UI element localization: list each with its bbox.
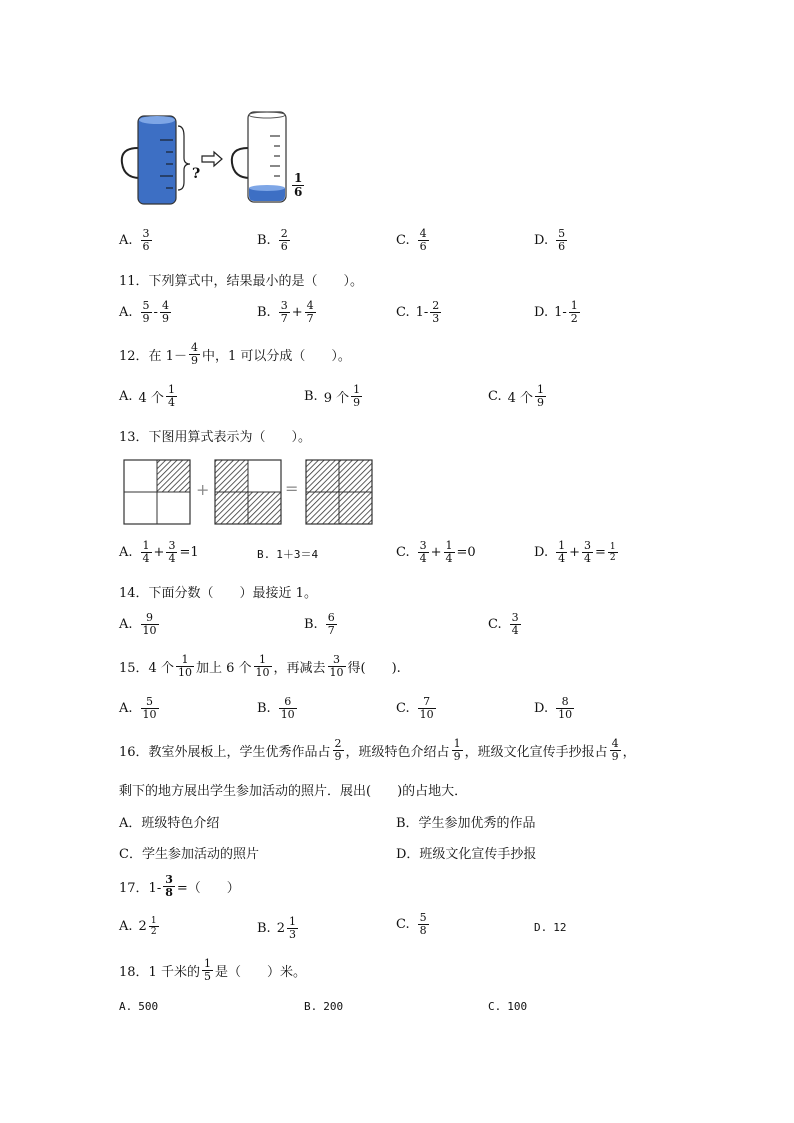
q16-option-a[interactable]: A．班级特色介绍 [119,816,220,831]
q13-option-a[interactable]: A. $\frac{1}{4}$ + $\frac{3}{4}$ =1 [119,539,199,565]
q18-option-c[interactable]: C. 100 [488,1000,528,1013]
q12-stem: 12．在 1－ $\frac{4}{9}$ 中，1 可以分成（ ）。 [119,341,351,367]
q12-option-c[interactable]: C. 4 个 $\frac{1}{9}$ [488,383,545,409]
q14-stem: 14．下面分数（ ）最接近 1。 [119,586,317,601]
q17-option-d[interactable]: D. 12 [534,921,567,934]
q13-figure [122,458,374,526]
q15-option-b[interactable]: B. $\frac{6}{10}$ [257,695,295,721]
q14-option-b[interactable]: B. $\frac{6}{7}$ [304,611,335,637]
q18-option-b[interactable]: B. 200 [304,1000,344,1013]
grid-squares-illustration [122,458,374,526]
q11-option-a[interactable]: A. $\frac{5}{9}$ - $\frac{4}{9}$ [119,299,169,325]
q11-stem: 11．下列算式中，结果最小的是（ ）。 [119,274,364,289]
equals-sign: = [285,479,299,498]
q11-option-c[interactable]: C. 1- $\frac{2}{3}$ [396,299,440,325]
question-mark: ? [192,166,201,182]
q11-option-b[interactable]: B. $\frac{3}{7}$ + $\frac{4}{7}$ [257,299,314,325]
cup-fraction: $\frac{1}{6}$ [294,171,303,199]
q15-stem: 15．4 个 $\frac{1}{10}$ 加上 6 个 $\frac{1}{10}$ ，再减去 $\frac{3}{10}$ 得( ). [119,653,401,679]
q15-option-a[interactable]: A. $\frac{5}{10}$ [119,695,157,721]
q15-option-d[interactable]: D. $\frac{8}{10}$ [534,695,573,721]
q16-option-d[interactable]: D．班级文化宣传手抄报 [396,847,537,862]
q17-option-c[interactable]: C. $\frac{5}{8}$ [396,911,427,937]
q18-option-a[interactable]: A. 500 [119,1000,159,1013]
q16-stem-line2: 剩下的地方展出学生参加活动的照片．展出( )的占地大． [119,784,468,799]
q13-option-c[interactable]: C. $\frac{3}{4}$ + $\frac{1}{4}$ =0 [396,539,476,565]
q17-option-b[interactable]: B. 2 $\frac{1}{3}$ [257,915,296,941]
q14-option-c[interactable]: C. $\frac{3}{4}$ [488,611,519,637]
cups-illustration [118,108,318,208]
q10-option-b[interactable]: B. $\frac{2}{6}$ [257,227,288,253]
q12-option-b[interactable]: B. 9 个 $\frac{1}{9}$ [304,383,361,409]
q13-option-b[interactable]: B. 1＋3＝4 [257,547,319,561]
q12-option-a[interactable]: A. 4 个 $\frac{1}{4}$ [119,383,175,409]
q15-option-c[interactable]: C. $\frac{7}{10}$ [396,695,434,721]
q16-option-b[interactable]: B．学生参加优秀的作品 [396,816,536,831]
q10-option-d[interactable]: D. $\frac{5}{6}$ [534,227,566,253]
cups-figure [118,108,318,208]
q17-stem: 17．1- $\frac{3}{8}$ =（ ） [119,873,240,899]
q16-stem-line1: 16．教室外展板上，学生优秀作品占 $\frac{2}{9}$ ，班级特色介绍占 $\frac{1}{9}$ ，班级文化宣传手抄报占 $\frac{4}{9}$ ， [119,737,636,763]
q17-option-a[interactable]: A. 2 $\frac{1}{2}$ [119,916,157,937]
q13-stem: 13．下图用算式表示为（ ）。 [119,430,312,445]
q18-stem: 18．1 千米的 $\frac{1}{5}$ 是（ ）米。 [119,957,306,983]
q13-option-d[interactable]: D. $\frac{1}{4}$ + $\frac{3}{4}$ = $\frac{1}{2}$ [534,539,616,565]
q10-option-a[interactable]: A. $\frac{3}{6}$ [119,227,150,253]
q14-option-a[interactable]: A. $\frac{9}{10}$ [119,611,157,637]
q10-option-c[interactable]: C. $\frac{4}{6}$ [396,227,427,253]
q16-option-c[interactable]: C．学生参加活动的照片 [119,847,259,862]
plus-sign: + [196,480,210,499]
q11-option-d[interactable]: D. 1- $\frac{1}{2}$ [534,299,578,325]
